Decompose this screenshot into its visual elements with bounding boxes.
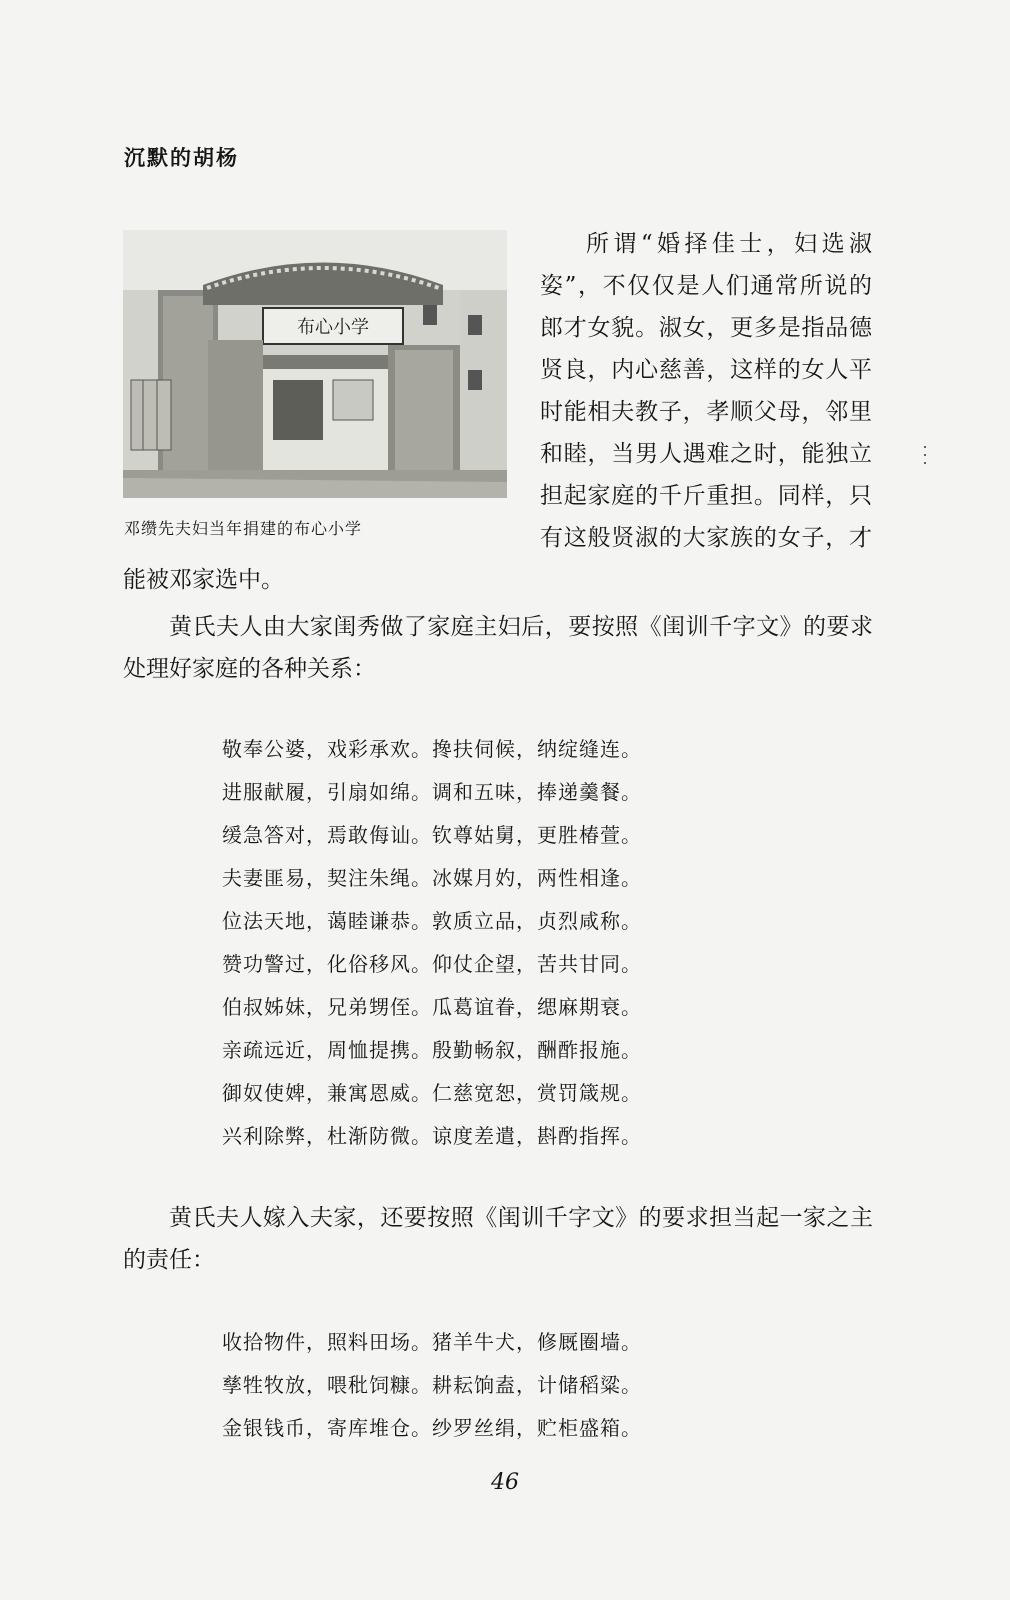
verse-block-duties [222,1321,642,1450]
paragraph-household-relations: 黄氏夫人由大家闺秀做了家庭主妇后，要按照《闺训千字文》的要求处理好家庭的各种关系： [123,614,873,682]
photo-caption: 邓缵先夫妇当年捐建的布心小学 [124,519,363,538]
margin-speckles [920,440,930,470]
side-paragraph-line: 姿”，不仅仅是人们通常所说的 [540,273,872,299]
sign-text: 布心小学 [297,317,369,338]
verse-line: 亲疏远近，周恤提携。殷勤畅叙，酬酢报施。 [222,1038,642,1062]
verse-line: 进服献履，引扇如绵。调和五味，捧递羹餐。 [222,780,642,804]
verse-line: 敬奉公婆，戏彩承欢。搀扶伺候，纳绽缝连。 [222,737,642,761]
school-gate-photo [123,230,507,498]
side-paragraph-line: 担起家庭的千斤重担。同样，只 [540,483,872,509]
verse-line: 收拾物件，照料田场。猪羊牛犬，修厩圈墙。 [222,1330,642,1354]
verse-line: 孳牲牧放，喂秕饲糠。耕耘饷盍，计储稻粱。 [222,1373,642,1397]
photo-image [123,230,507,498]
verse-line: 位法天地，蔼睦谦恭。敦质立品，贞烈咸称。 [222,909,642,933]
verse-line: 金银钱币，寄库堆仓。纱罗丝绢，贮柜盛箱。 [222,1416,642,1440]
verse-line: 缓急答对，焉敢侮讪。钦尊姑舅，更胜椿萱。 [222,823,642,847]
paragraph-household-duties: 黄氏夫人嫁入夫家，还要按照《闺训千字文》的要求担当起一家之主的责任： [123,1205,873,1273]
side-paragraph-line: 有这般贤淑的大家族的女子，才 [540,525,872,551]
side-paragraph-line: 和睦，当男人遇难之时，能独立 [540,441,872,467]
side-paragraph-line: 时能相夫教子，孝顺父母，邻里 [540,399,872,425]
page-number: 46 [491,1470,519,1495]
verse-block-relations [222,728,642,1158]
verse-line: 夫妻匪易，契注朱绳。冰媒月妁，两性相逢。 [222,866,642,890]
verse-line: 御奴使婢，兼寓恩威。仁慈宽恕，赏罚箴规。 [222,1081,642,1105]
paragraph-continuation: 能被邓家选中。 [123,567,284,593]
side-paragraph-line: 郎才女貌。淑女，更多是指品德 [540,315,872,341]
side-paragraph-line: 贤良，内心慈善，这样的女人平 [540,357,872,383]
verse-line: 兴利除弊，杜渐防微。谅度差遣，斟酌指挥。 [222,1124,642,1148]
running-head-title: 沉默的胡杨 [124,145,239,170]
verse-line: 赞功警过，化俗移风。仰仗企望，苦共甘同。 [222,952,642,976]
side-paragraph-line: 所谓“婚择佳士，妇选淑 [586,231,872,257]
verse-line: 伯叔姊妹，兄弟甥侄。瓜葛谊眷，缌麻期衰。 [222,995,642,1019]
